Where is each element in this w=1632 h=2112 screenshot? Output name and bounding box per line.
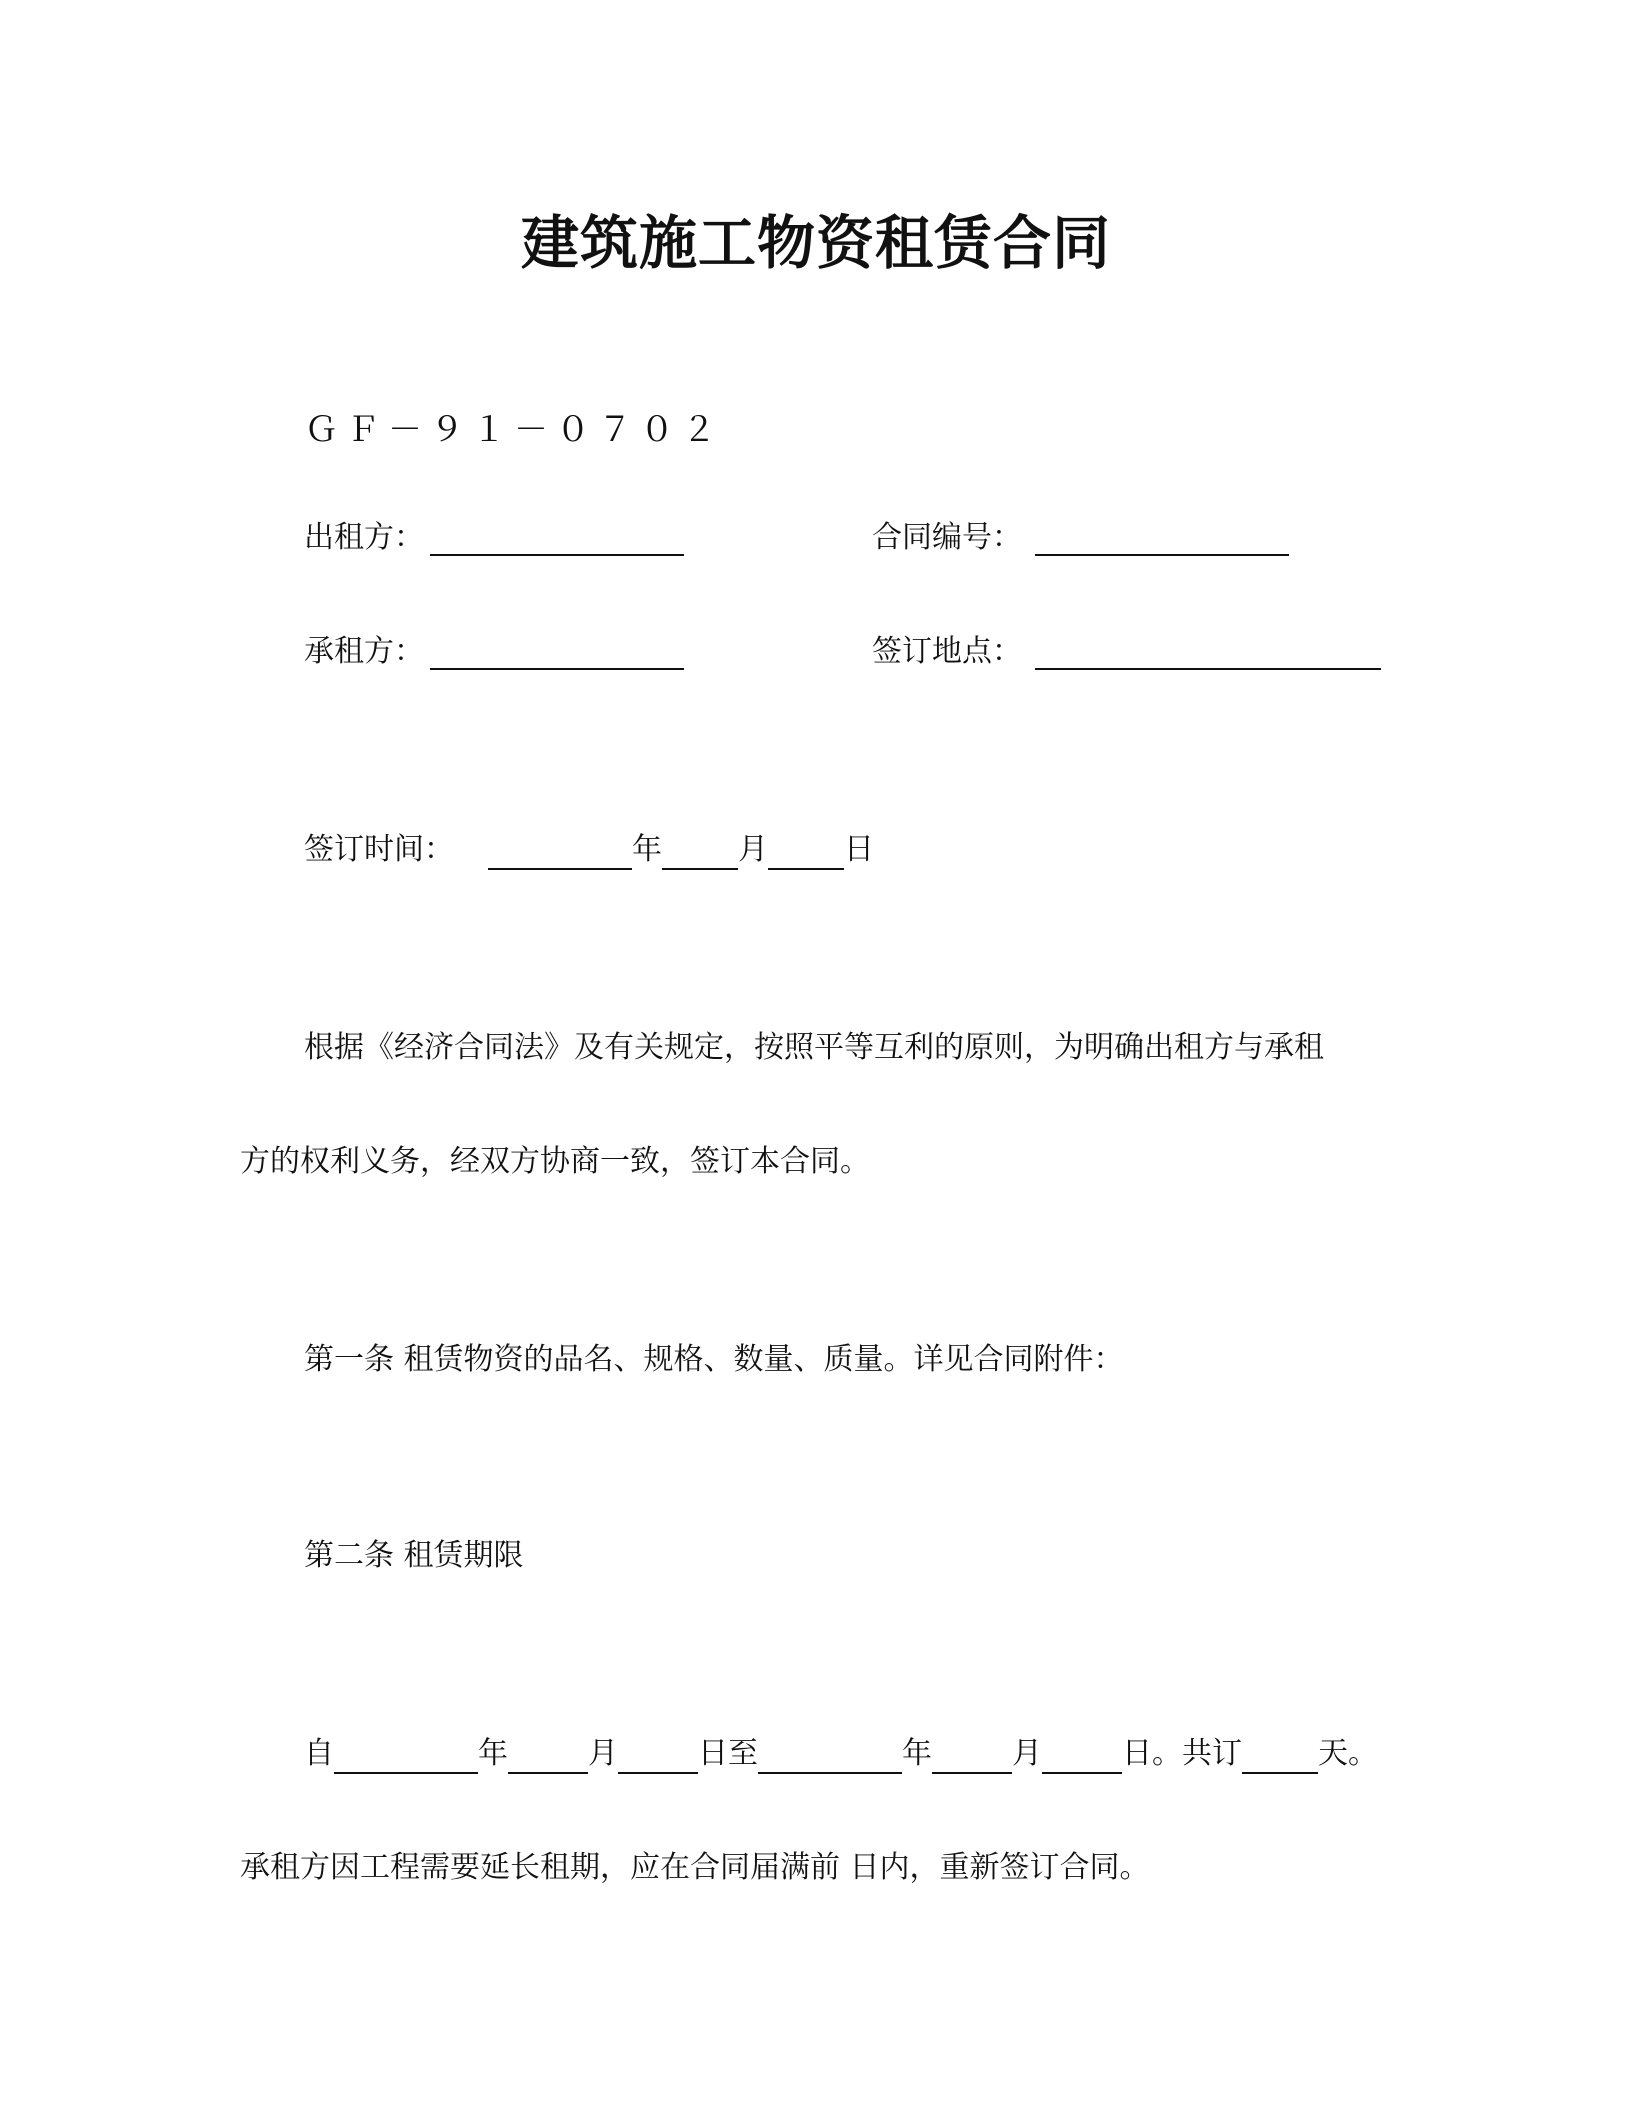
extension-clause: 承租方因工程需要延长租期，应在合同届满前 日内，重新签订合同。 [240,1850,1150,1885]
contract-no-label: 合同编号： [872,520,1022,555]
to-year-unit: 年 [902,1736,932,1771]
sign-year-unit: 年 [632,832,662,867]
to-year-blank[interactable] [758,1736,902,1774]
to-day-blank[interactable] [1042,1736,1122,1774]
lessee-label: 承租方： [304,634,424,669]
contract-no-blank[interactable] [1035,554,1289,556]
sign-month-blank[interactable] [662,832,738,870]
lessee-blank[interactable] [430,668,684,670]
sign-month-unit: 月 [738,832,768,867]
sign-year-blank[interactable] [488,832,632,870]
to-month-unit: 月 [1012,1736,1042,1771]
from-month-unit: 月 [588,1736,618,1771]
lessor-label: 出租方： [304,520,424,555]
to-month-blank[interactable] [932,1736,1012,1774]
from-day-blank[interactable] [618,1736,698,1774]
intro-line-1: 根据《经济合同法》及有关规定，按照平等互利的原则，为明确出租方与承租 [304,1030,1324,1065]
from-month-blank[interactable] [508,1736,588,1774]
intro-line-2: 方的权利义务，经双方协商一致，签订本合同。 [240,1144,870,1179]
sign-time-row [304,830,874,870]
total-label: 日。共订 [1122,1736,1242,1771]
article-2-heading: 第二条 租赁期限 [304,1538,524,1573]
lease-period-row [304,1734,1378,1774]
document-title: 建筑施工物资租赁合同 [520,209,1111,277]
to-label: 日至 [698,1736,758,1771]
total-days-blank[interactable] [1242,1736,1318,1774]
lessor-blank[interactable] [430,554,684,556]
article-1: 第一条 租赁物资的品名、规格、数量、质量。详见合同附件： [304,1342,1124,1377]
from-year-unit: 年 [478,1736,508,1771]
sign-time-label: 签订时间： [304,832,454,867]
form-code: ＧＦ－９１－０７０２ [304,410,724,450]
days-unit: 天。 [1318,1736,1378,1771]
sign-place-label: 签订地点： [872,634,1022,669]
from-year-blank[interactable] [334,1736,478,1774]
from-label: 自 [304,1736,334,1771]
sign-place-blank[interactable] [1035,668,1381,670]
sign-day-blank[interactable] [768,832,844,870]
sign-day-unit: 日 [844,832,874,867]
